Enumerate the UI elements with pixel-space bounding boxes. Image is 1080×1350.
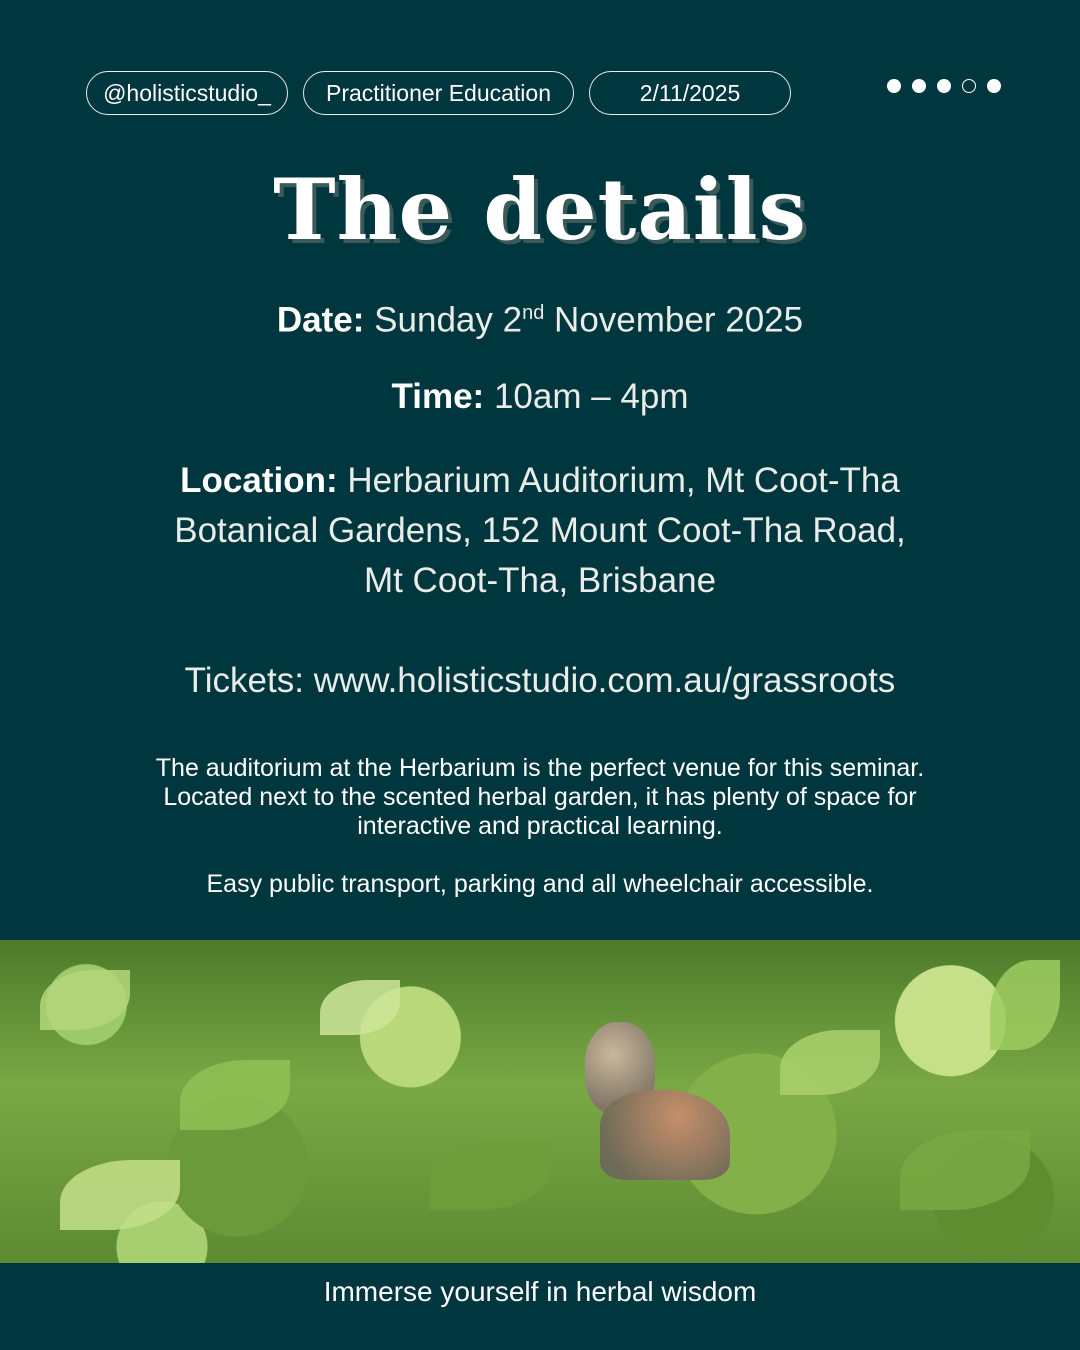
date-label: Date: (276, 300, 365, 340)
handle-tag: @holisticstudio_ (86, 71, 288, 115)
carousel-indicator (887, 79, 1001, 93)
category-tag: Practitioner Education (303, 71, 574, 115)
date-ordinal: nd (522, 302, 545, 324)
time-value: 10am – 4pm (493, 377, 689, 416)
date-value-pre: Sunday 2 (374, 300, 523, 340)
description-line: The auditorium at the Herbarium is the perfect venue for this seminar. (155, 754, 925, 782)
date-value-post: November 2025 (544, 300, 804, 340)
tickets-line (0, 656, 1080, 706)
carousel-dot (912, 79, 926, 93)
garden-photo (0, 940, 1080, 1263)
location-line-3: Mt Coot-Tha, Brisbane (363, 561, 717, 600)
statue-body (600, 1090, 730, 1180)
time-label: Time: (391, 377, 485, 416)
location-line-2: Botanical Gardens, 152 Mount Coot-Tha Road, (174, 511, 906, 550)
venue-description (120, 754, 960, 841)
date-tag: 2/11/2025 (589, 71, 791, 115)
carousel-dot (987, 79, 1001, 93)
time-line (0, 372, 1080, 422)
location-value: Herbarium Auditorium, Mt Coot-Tha (347, 461, 900, 500)
caption: Immerse yourself in herbal wisdom (323, 1276, 757, 1307)
carousel-dot (937, 79, 951, 93)
location-block (0, 456, 1080, 606)
description-line: Located next to the scented herbal garden, it has plenty of space for (163, 783, 917, 811)
accessibility-note: Easy public transport, parking and all wheelchair accessible. (206, 870, 874, 898)
location-line-1 (0, 456, 1080, 506)
location-label: Location: (180, 461, 338, 500)
tickets-url[interactable]: www.holisticstudio.com.au/grassroots (313, 661, 896, 700)
description-line: interactive and practical learning. (357, 812, 723, 840)
page-title: The details (273, 160, 807, 259)
date-line (0, 288, 1080, 346)
carousel-dot (887, 79, 901, 93)
tickets-label: Tickets: (184, 661, 304, 700)
carousel-dot-current (962, 79, 976, 93)
